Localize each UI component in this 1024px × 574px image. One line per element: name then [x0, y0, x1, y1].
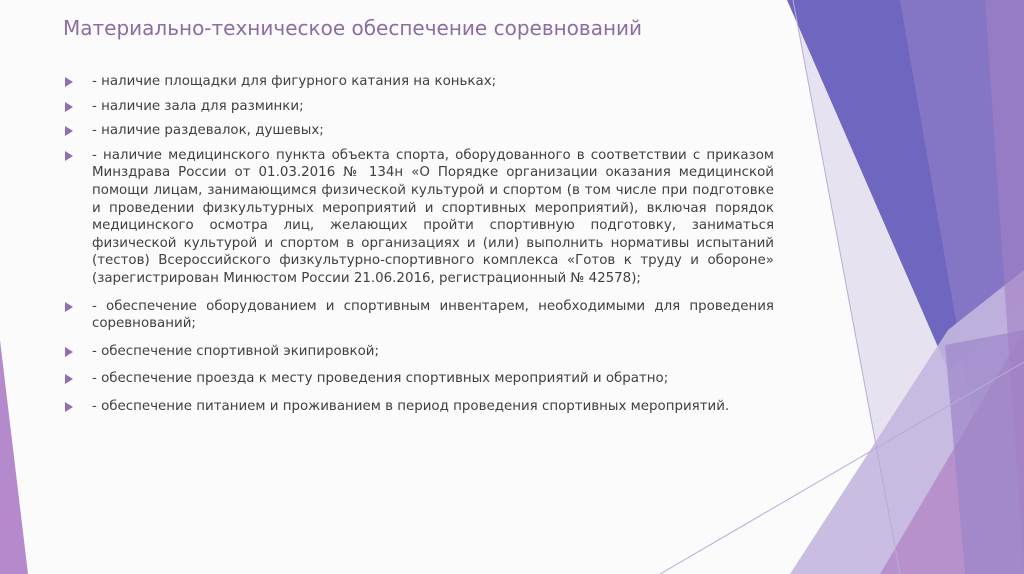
- triangle-bullet-icon: [65, 347, 73, 357]
- slide-title: Материально-техническое обеспечение соревнований: [63, 16, 643, 40]
- bullet-text: - наличие раздевалок, душевых;: [92, 123, 324, 139]
- triangle-bullet-icon: [65, 151, 73, 161]
- triangle-bullet-icon: [65, 77, 73, 87]
- list-item: [64, 122, 774, 140]
- bullet-text: - обеспечение питанием и проживанием в период проведения спортивных мероприятий.: [92, 398, 730, 414]
- list-item: [64, 398, 774, 416]
- list-item: [64, 343, 774, 361]
- triangle-bullet-icon: [65, 374, 73, 384]
- list-item: [64, 298, 774, 333]
- decor-left-corner: [0, 340, 28, 574]
- list-item: [64, 98, 774, 116]
- list-item: [64, 147, 774, 288]
- triangle-bullet-icon: [65, 302, 73, 312]
- triangle-bullet-icon: [65, 126, 73, 136]
- triangle-bullet-icon: [65, 402, 73, 412]
- bullet-text: - обеспечение проезда к месту проведения спортивных мероприятий и обратно;: [92, 371, 669, 387]
- bullet-text: - наличие площадки для фигурного катания на коньках;: [92, 74, 497, 89]
- bullet-text: - наличие медицинского пункта объекта спорта, оборудованного в соответствии с приказом Минздрава России от 01.03.2016 № 134н «О Порядке организации оказания медицинской помощи лицам, занимающимся физической культурой и спортом (в том числе при подготовке и проведении физкультурных мероприятий и спортивных мероприятий), включая порядок медицинского осмотра лиц, желающих пройти спортивную подготовку, заниматься физической культурой и спортом в организациях и (или) выполнить нормативы испытаний (тестов) Всероссийского физкультурно-спортивного комплекса «Готов к труду и обороне» (зарегистрирован Минюстом России 21.06.2016, регистрационный № 42578);: [92, 147, 774, 286]
- bullet-text: - наличие зала для разминки;: [92, 98, 304, 114]
- bullet-list: [64, 73, 774, 426]
- bullet-text: - обеспечение оборудованием и спортивным инвентарем, необходимыми для проведения соревнований;: [92, 298, 774, 332]
- triangle-bullet-icon: [65, 102, 73, 112]
- bullet-text: - обеспечение спортивной экипировкой;: [92, 343, 380, 359]
- list-item: [64, 370, 774, 388]
- list-item: [64, 73, 774, 91]
